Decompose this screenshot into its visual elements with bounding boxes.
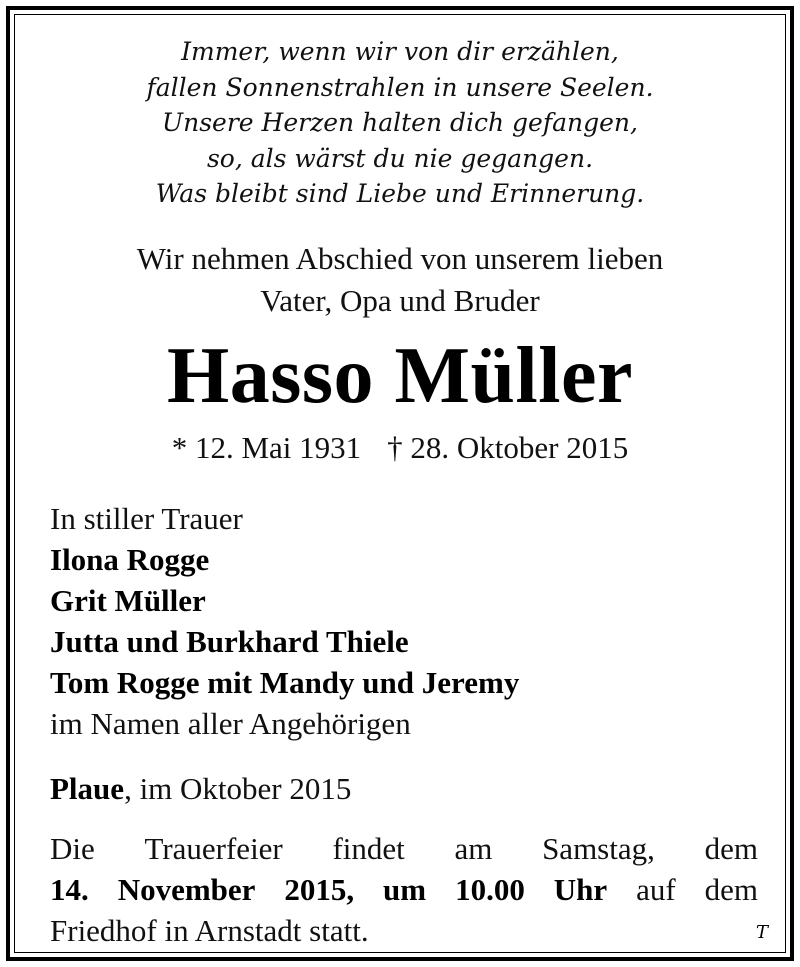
funeral-word: dem bbox=[704, 831, 758, 866]
funeral-word: Die bbox=[50, 831, 95, 866]
place-rest: , im Oktober 2015 bbox=[124, 771, 352, 806]
place-town: Plaue bbox=[50, 771, 125, 806]
poem-line: Was bleibt sind Liebe und Erinnerung. bbox=[155, 179, 645, 208]
mourner-name: Ilona Rogge bbox=[50, 542, 210, 577]
mourners-footer: im Namen aller Angehörigen bbox=[50, 706, 411, 741]
funeral-word: am bbox=[454, 831, 493, 866]
designer-mark: T bbox=[755, 922, 768, 943]
intro-line: Vater, Opa und Bruder bbox=[260, 283, 540, 318]
notice-frame bbox=[6, 6, 794, 961]
mourner-name: Grit Müller bbox=[50, 583, 206, 618]
poem-line: so, als wärst du nie gegangen. bbox=[206, 143, 594, 173]
life-dates bbox=[10, 428, 790, 468]
funeral-line-2 bbox=[50, 869, 758, 910]
funeral-line-1 bbox=[50, 828, 758, 869]
mourner-name: Tom Rogge mit Mandy und Jeremy bbox=[50, 665, 520, 700]
funeral-date-word: Uhr bbox=[553, 872, 608, 907]
mourners-block bbox=[50, 498, 519, 744]
funeral-word: findet bbox=[332, 831, 405, 866]
place-date bbox=[50, 768, 351, 809]
death-date: † 28. Oktober 2015 bbox=[387, 430, 629, 465]
poem bbox=[10, 34, 790, 212]
intro-line: Wir nehmen Abschied von unserem lieben bbox=[136, 241, 664, 276]
funeral-date-word: November bbox=[117, 872, 256, 907]
funeral-word: Samstag, bbox=[542, 831, 655, 866]
funeral-date-word: 10.00 bbox=[455, 872, 525, 907]
funeral-info bbox=[50, 828, 758, 951]
birth-date: * 12. Mai 1931 bbox=[171, 430, 362, 465]
farewell-intro bbox=[10, 238, 790, 322]
poem-line: fallen Sonnenstrahlen in unsere Seelen. bbox=[146, 72, 654, 102]
funeral-date-word: um bbox=[383, 872, 427, 907]
mourner-name: Jutta und Burkhard Thiele bbox=[50, 624, 409, 659]
poem-line: Immer, wenn wir von dir erzählen, bbox=[181, 37, 619, 66]
funeral-date-word: 2015, bbox=[284, 872, 355, 907]
poem-line: Unsere Herzen halten dich gefangen, bbox=[162, 108, 638, 137]
mourners-heading: In stiller Trauer bbox=[50, 501, 243, 536]
funeral-word: auf bbox=[636, 872, 676, 907]
deceased-name: Hasso Müller bbox=[167, 332, 633, 420]
funeral-word: Trauerfeier bbox=[144, 831, 283, 866]
funeral-date-word: 14. bbox=[50, 872, 89, 907]
funeral-word: dem bbox=[704, 872, 758, 907]
funeral-line-3: Friedhof in Arnstadt statt. bbox=[50, 913, 369, 948]
